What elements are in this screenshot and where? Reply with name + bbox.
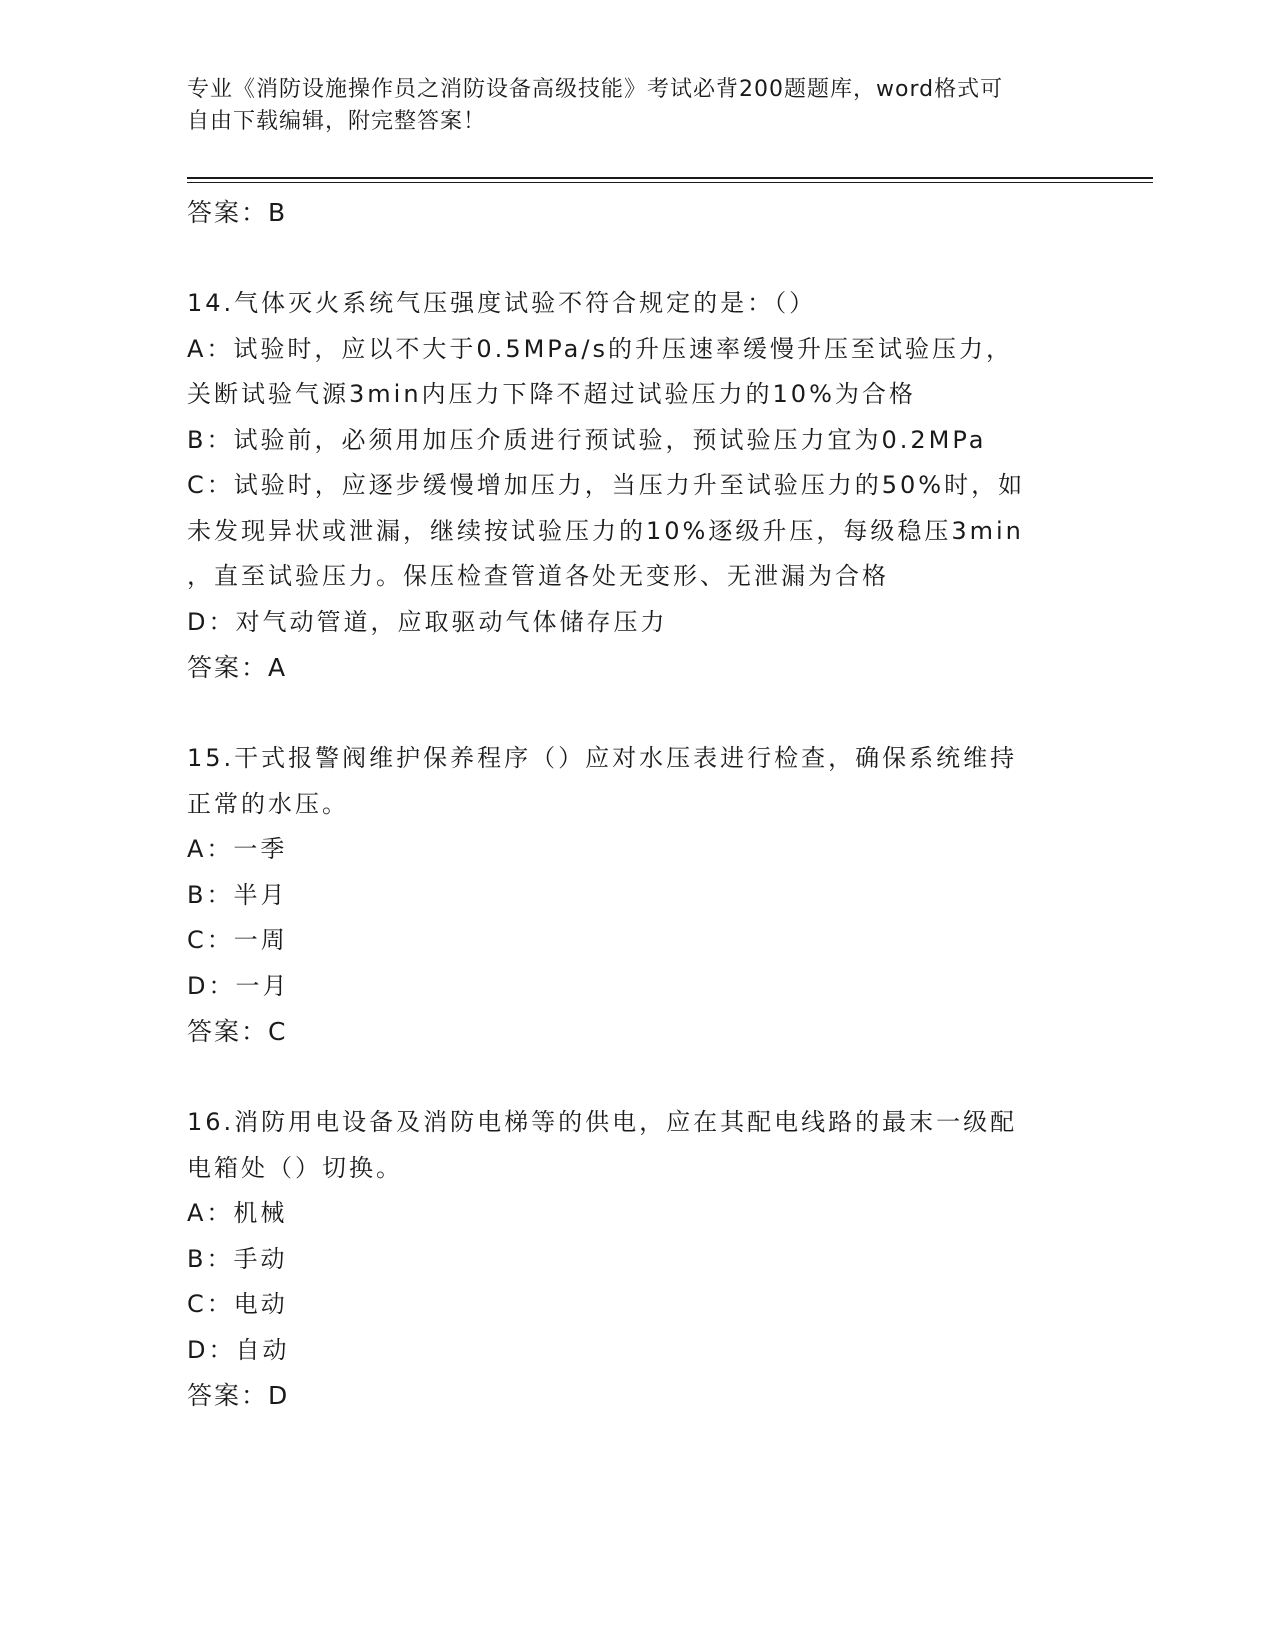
option-a [187, 827, 1087, 873]
answer-line: 答案：D [187, 1381, 290, 1410]
option-line: C：一周 [187, 926, 288, 954]
header-divider-thin [187, 182, 1153, 183]
question-stem [187, 736, 1087, 827]
question-stem-line: 正常的水压。 [187, 789, 349, 818]
option-line: D：对气动管道，应取驱动气体储存压力 [187, 607, 668, 636]
question-stem-line: 14.气体灭火系统气压强度试验不符合规定的是：（） [187, 289, 817, 317]
option-line: B：手动 [187, 1244, 288, 1273]
header-line-2: 自由下载编辑，附完整答案！ [187, 109, 487, 134]
question-stem-line: 15.干式报警阀维护保养程序（）应对水压表进行检查，确保系统维持 [187, 744, 1018, 772]
option-c [187, 918, 1087, 964]
option-c [187, 1282, 1087, 1328]
option-d [187, 964, 1087, 1010]
question-list [187, 190, 1087, 1418]
question-stem-line: 16.消防用电设备及消防电梯等的供电，应在其配电线路的最末一级配 [187, 1108, 1018, 1136]
header-divider-thick [187, 177, 1153, 179]
option-d [187, 600, 1087, 646]
option-line: B：半月 [187, 880, 288, 909]
option-d [187, 1328, 1087, 1374]
question-16 [187, 1100, 1087, 1418]
option-c [187, 463, 1087, 600]
option-line: A：机械 [187, 1199, 288, 1227]
option-line: A：一季 [187, 835, 288, 863]
option-a [187, 327, 1087, 418]
previous-question-answer: 答案：B [187, 198, 288, 227]
option-line: B：试验前，必须用加压介质进行预试验，预试验压力宜为0.2MPa [187, 425, 987, 454]
question-15 [187, 736, 1087, 1054]
option-line: 关断试验气源3min内压力下降不超过试验压力的10%为合格 [187, 380, 916, 408]
option-b [187, 873, 1087, 919]
option-b [187, 418, 1087, 464]
option-b [187, 1237, 1087, 1283]
option-line: D：自动 [187, 1335, 290, 1364]
question-14 [187, 281, 1087, 690]
option-line: D：一月 [187, 971, 290, 1000]
option-a [187, 1191, 1087, 1237]
option-line: 未发现异状或泄漏，继续按试验压力的10%逐级升压，每级稳压3min [187, 516, 1024, 545]
option-line: C：电动 [187, 1290, 288, 1318]
question-stem [187, 281, 1087, 327]
answer-line: 答案：C [187, 1017, 288, 1046]
question-stem-line: 电箱处（）切换。 [187, 1153, 403, 1182]
option-line: ，直至试验压力。保压检查管道各处无变形、无泄漏为合格 [187, 562, 889, 590]
document-header-note [187, 74, 1067, 138]
question-stem [187, 1100, 1087, 1191]
option-line: A：试验时，应以不大于0.5MPa/s的升压速率缓慢升压至试验压力， [187, 334, 1013, 363]
option-line: C：试验时，应逐步缓慢增加压力，当压力升至试验压力的50%时，如 [187, 471, 1026, 499]
answer-line: 答案：A [187, 653, 288, 682]
header-line-1: 专业《消防设施操作员之消防设备高级技能》考试必背200题题库，word格式可 [187, 77, 1004, 102]
